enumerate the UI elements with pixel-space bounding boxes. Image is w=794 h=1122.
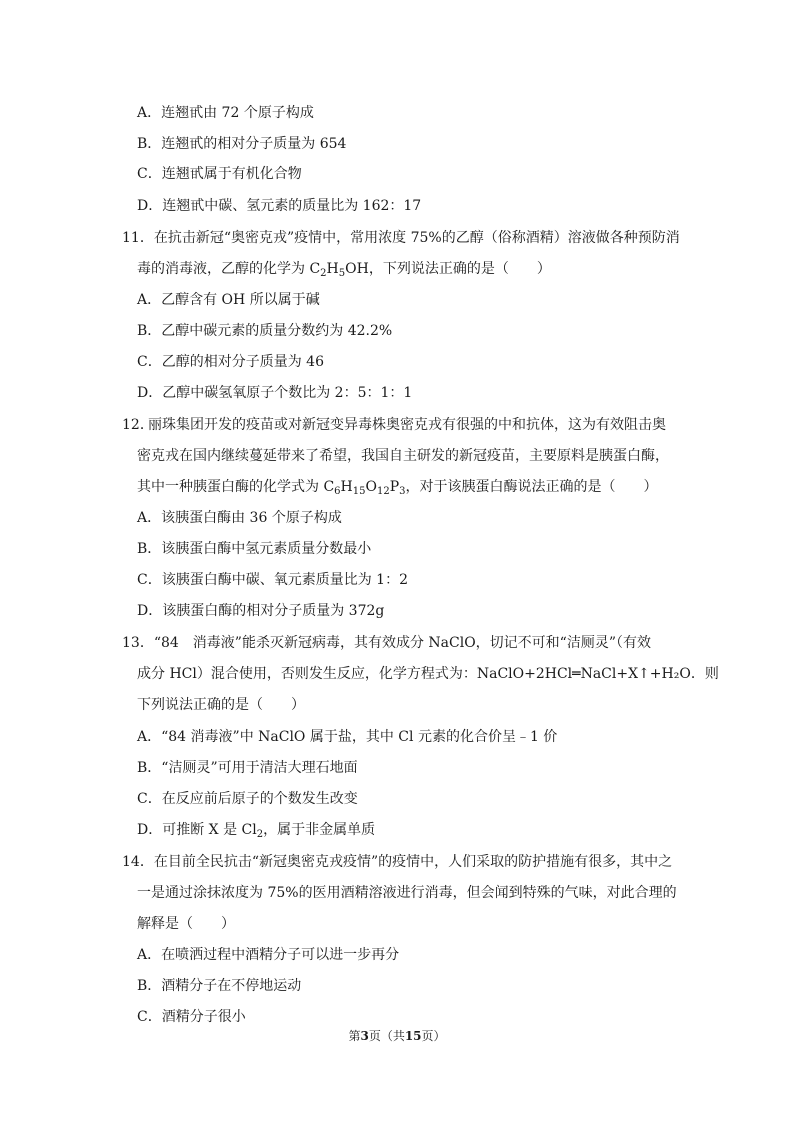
q14-option-b: B．酒精分子在不停地运动 xyxy=(137,978,302,994)
q12-text-1: 丽珠集团开发的疫苗或对新冠变异毒株奥密克戎有很强的中和抗体，这为有效阻击奥 xyxy=(148,417,666,433)
q11-option-a: A．乙醇含有 OH 所以属于碱 xyxy=(137,292,320,308)
q13-option-a: A．“84 消毒液”中 NaClO 属于盐，其中 Cl 元素的化合价呈﹣1 价 xyxy=(137,729,558,745)
q12-text-3d: P xyxy=(389,479,400,495)
footer-total-pages: 15 xyxy=(404,1029,422,1043)
q12-sub-4: 3 xyxy=(399,486,406,497)
page-footer xyxy=(0,1027,794,1045)
q11-option-c: C．乙醇的相对分子质量为 46 xyxy=(137,354,324,370)
q12-option-d: D．该胰蛋白酶的相对分子质量为 372g xyxy=(137,603,385,619)
q11-text-1: 在抗击新冠“奥密克戎”疫情中，常用浓度 75%的乙醇（俗称酒精）溶液做各种预防消 xyxy=(153,230,680,246)
q13-option-d-text-b: ，属于非金属单质 xyxy=(263,822,376,838)
q13-text-1: “84 消毒液”能杀灭新冠病毒，其有效成分 NaClO，切记不可和“洁厕灵”（有效 xyxy=(153,635,651,651)
q12-text-3b: H xyxy=(340,479,353,495)
footer-suffix: 页） xyxy=(421,1029,446,1043)
q12-stem-line2: 密克戎在国内继续蔓延带来了希望，我国自主研发的新冠疫苗，主要原料是胰蛋白酶， xyxy=(137,448,669,464)
q12-sub-3: 12 xyxy=(376,486,390,497)
q10-option-c: C．连翘甙属于有机化合物 xyxy=(137,166,302,182)
q11-stem-line1 xyxy=(122,228,680,248)
q10-option-d: D．连翘甙中碳、氢元素的质量比为 162：17 xyxy=(137,198,422,214)
q14-stem-line1 xyxy=(122,852,672,872)
q12-option-a: A．该胰蛋白酶由 36 个原子构成 xyxy=(137,510,342,526)
q13-stem-line2: 成分 HCl）混合使用，否则发生反应，化学方程式为：NaClO+2HCl═NaCl+X↑+H₂O．则 xyxy=(137,666,719,682)
q11-sub-2: 5 xyxy=(338,268,346,279)
q13-stem-line1 xyxy=(122,633,651,653)
q11-text-2b: H xyxy=(326,261,339,277)
q11-sub-1: 2 xyxy=(320,268,327,279)
q12-text-3e: ，对于该胰蛋白酶说法正确的是（ ） xyxy=(405,479,658,495)
q13-option-b: B．“洁厕灵”可用于清洁大理石地面 xyxy=(137,760,358,776)
footer-mid: 页（共 xyxy=(368,1029,405,1043)
q13-option-d-text-a: D．可推断 X 是 Cl xyxy=(137,822,257,838)
q12-stem-line1 xyxy=(122,415,666,435)
q12-option-c: C．该胰蛋白酶中碳、氧元素质量比为 1：2 xyxy=(137,572,408,588)
footer-page-number: 3 xyxy=(360,1029,369,1043)
q12-sub-1: 6 xyxy=(334,486,341,497)
q12-option-b: B．该胰蛋白酶中氢元素质量分数最小 xyxy=(137,541,372,557)
q10-option-b: B．连翘甙的相对分子质量为 654 xyxy=(137,136,347,152)
q13-option-c: C．在反应前后原子的个数发生改变 xyxy=(137,791,358,807)
q13-option-d-sub: 2 xyxy=(256,829,264,840)
q11-stem-line2 xyxy=(137,259,551,279)
q14-text-1: 在目前全民抗击“新冠奥密克戎疫情”的疫情中，人们采取的防护措施有很多，其中之 xyxy=(153,854,673,870)
q12-number: 12． xyxy=(122,417,154,433)
footer-prefix: 第 xyxy=(348,1029,361,1043)
q13-stem-line3: 下列说法正确的是（ ） xyxy=(137,697,305,713)
q14-option-c: C．酒精分子很小 xyxy=(137,1009,246,1025)
q14-number: 14． xyxy=(122,854,154,870)
q13-option-d xyxy=(137,820,375,840)
q12-stem-line3 xyxy=(137,477,658,497)
q14-stem-line3: 解释是（ ） xyxy=(137,916,235,932)
q12-text-3a: 其中一种胰蛋白酶的化学式为 C xyxy=(137,479,335,495)
q12-text-3c: O xyxy=(365,479,377,495)
q11-option-d: D．乙醇中碳氢氧原子个数比为 2：5：1：1 xyxy=(137,385,413,401)
q14-option-a: A．在喷洒过程中酒精分子可以进一步再分 xyxy=(137,947,400,963)
q11-text-2c: OH，下列说法正确的是（ ） xyxy=(345,261,551,277)
q11-text-2a: 毒的消毒液，乙醇的化学为 C xyxy=(137,261,321,277)
q11-option-b: B．乙醇中碳元素的质量分数约为 42.2% xyxy=(137,323,393,339)
q11-number: 11． xyxy=(122,230,154,246)
q14-stem-line2: 一是通过涂抹浓度为 75%的医用酒精溶液进行消毒，但会闻到特殊的气味，对此合理的 xyxy=(137,885,677,901)
q10-option-a: A．连翘甙由 72 个原子构成 xyxy=(137,105,314,121)
q13-number: 13． xyxy=(122,635,154,651)
q12-sub-2: 15 xyxy=(352,486,366,497)
